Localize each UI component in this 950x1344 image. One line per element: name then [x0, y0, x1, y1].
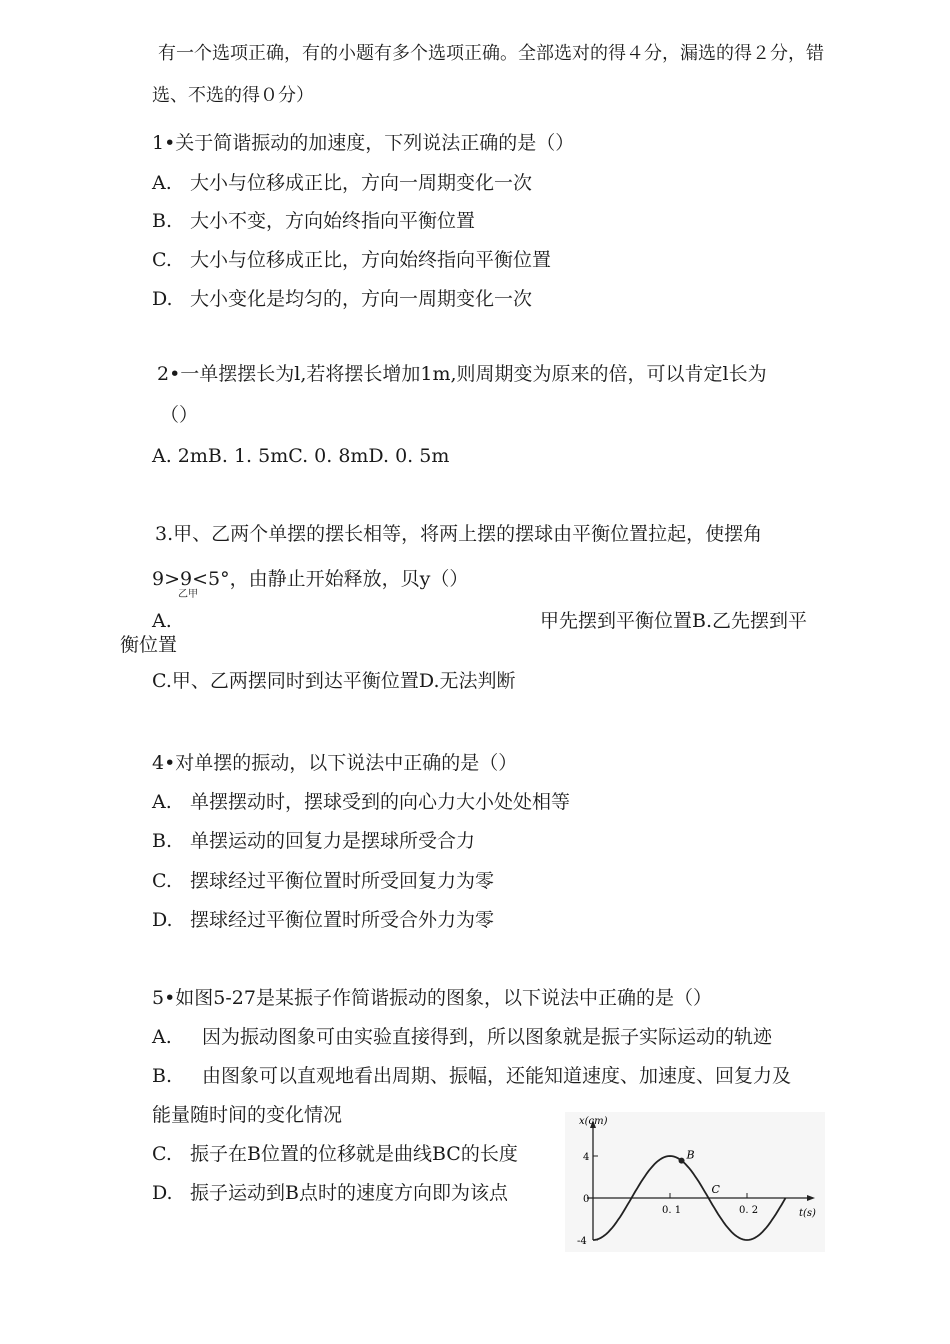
q1-option-d-text: 大小变化是均匀的，方向一周期变化一次: [190, 288, 533, 310]
q3-stem-line-2: 9>9<5°，由静止开始释放，贝y（）: [152, 568, 469, 590]
point-b-marker: [679, 1158, 685, 1164]
q2-stem-line-2: （）: [160, 404, 199, 426]
q5-option-a-letter: A.: [152, 1026, 172, 1048]
q1-stem: 1•关于简谐振动的加速度，下列说法正确的是（）: [152, 132, 575, 154]
q3-stem-line-1: 3.甲、乙两个单摆的摆长相等，将两上摆的摆球由平衡位置拉起，使摆角: [155, 523, 763, 545]
q3-option-a-letter: A.: [152, 610, 172, 632]
y-tick-label: -4: [577, 1236, 587, 1247]
intro-line-1: 有一个选项正确，有的小题有多个选项正确。全部选对的得４分，漏选的得２分，错: [158, 43, 824, 64]
q5-option-b-letter: B.: [152, 1065, 173, 1087]
point-c-label: C: [711, 1183, 720, 1196]
y-tick-label: 4: [583, 1152, 590, 1163]
q4-option-c-letter: C.: [152, 870, 172, 892]
y-tick-label: 0: [583, 1194, 590, 1205]
q5-stem: 5•如图5-27是某振子作简谐振动的图象，以下说法中正确的是（）: [152, 987, 712, 1009]
q2-stem-line-1: 2•一单摆摆长为l,若将摆长增加1m,则周期变为原来的倍，可以肯定l长为: [157, 363, 767, 385]
q4-stem: 4•对单摆的振动，以下说法中正确的是（）: [152, 752, 518, 774]
x-tick-label: 0. 2: [739, 1205, 759, 1216]
q2-options: A. 2mB. 1. 5mC. 0. 8mD. 0. 5m: [152, 445, 450, 467]
q5-option-b-text: 由图象可以直观地看出周期、振幅，还能知道速度、加速度、回复力及: [202, 1065, 792, 1087]
q4-option-a-letter: A.: [152, 791, 172, 813]
q1-option-a-letter: A.: [152, 172, 172, 194]
q3-option-ab-text: 甲先摆到平衡位置B.乙先摆到平: [540, 610, 808, 632]
q5-option-d-letter: D.: [152, 1182, 173, 1204]
y-axis-label: x(cm): [579, 1116, 608, 1127]
q3-option-ab-wrap: 衡位置: [120, 634, 178, 656]
q4-option-d-text: 摆球经过平衡位置时所受合外力为零: [190, 909, 495, 931]
q5-option-c-letter: C.: [152, 1143, 172, 1165]
q5-option-a-text: 因为振动图象可由实验直接得到，所以图象就是振子实际运动的轨迹: [202, 1026, 773, 1048]
q1-option-a-text: 大小与位移成正比，方向一周期变化一次: [190, 172, 533, 194]
q1-option-d-letter: D.: [152, 288, 173, 310]
q4-option-b-text: 单摆运动的回复力是摆球所受合力: [190, 830, 476, 852]
q1-option-c-letter: C.: [152, 249, 172, 271]
q1-option-c-text: 大小与位移成正比，方向始终指向平衡位置: [190, 249, 552, 271]
point-b-label: B: [686, 1148, 695, 1162]
q4-option-d-letter: D.: [152, 909, 173, 931]
q5-option-b-wrap: 能量随时间的变化情况: [152, 1104, 343, 1126]
q5-option-d-text: 振子运动到B点时的速度方向即为该点: [190, 1182, 508, 1204]
q3-subscript: 乙甲: [178, 589, 198, 600]
q5-option-c-text: 振子在B位置的位移就是曲线BC的长度: [190, 1143, 518, 1165]
q4-option-b-letter: B.: [152, 830, 173, 852]
q4-option-c-text: 摆球经过平衡位置时所受回复力为零: [190, 870, 495, 892]
q4-option-a-text: 单摆摆动时，摆球受到的向心力大小处处相等: [190, 791, 571, 813]
intro-line-2: 选、不选的得０分）: [152, 85, 314, 106]
vibration-graph: [565, 1112, 825, 1252]
q1-option-b-letter: B.: [152, 210, 173, 232]
x-axis-label: t(s): [799, 1208, 816, 1219]
x-tick-label: 0. 1: [662, 1205, 682, 1216]
q3-option-cd: C.甲、乙两摆同时到达平衡位置D.无法判断: [152, 670, 516, 692]
q1-option-b-text: 大小不变，方向始终指向平衡位置: [190, 210, 476, 232]
